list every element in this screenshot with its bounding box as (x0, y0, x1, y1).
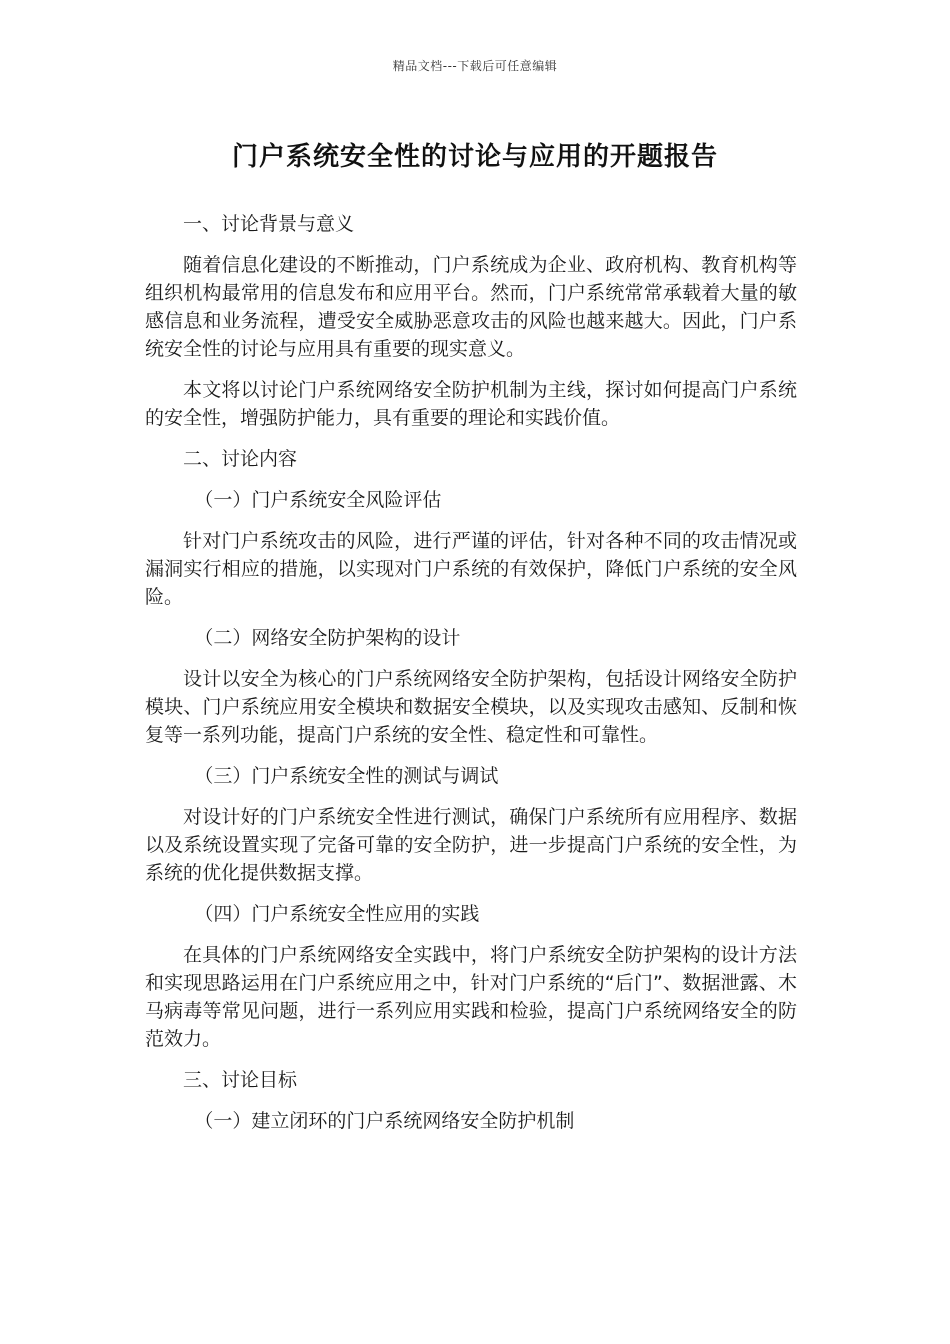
section-heading-goals: 三、讨论目标 (183, 1069, 298, 1091)
subsection-heading-risk-assessment: （一）门户系统安全风险评估 (194, 489, 442, 511)
subsection-heading-closed-loop: （一）建立闭环的门户系统网络安全防护机制 (194, 1110, 575, 1132)
subsection-heading-architecture: （二）网络安全防护架构的设计 (194, 627, 461, 649)
paragraph-architecture: 设计以安全为核心的门户系统网络安全防护架构，包括设计网络安全防护模块、门户系统应用安全模块和数据安全模块，以及实现攻击感知、反制和恢复等一系列功能，提高门户系统的安全性、稳定性和可靠性。 (145, 668, 797, 746)
section-heading-background: 一、讨论背景与意义 (183, 213, 355, 235)
section-heading-content: 二、讨论内容 (183, 448, 298, 470)
subsection-heading-practice: （四）门户系统安全性应用的实践 (194, 903, 480, 925)
paragraph-background-1: 随着信息化建设的不断推动，门户系统成为企业、政府机构、教育机构等组织机构最常用的信息发布和应用平台。然而，门户系统常常承载着大量的敏感信息和业务流程，遭受安全威胁恶意攻击的风险也越来越大。因此，门户系统安全性的讨论与应用具有重要的现实意义。 (145, 254, 797, 360)
paragraph-background-2: 本文将以讨论门户系统网络安全防护机制为主线，探讨如何提高门户系统的安全性，增强防护能力，具有重要的理论和实践价值。 (145, 379, 797, 429)
document-body (145, 210, 797, 1148)
paragraph-risk-assessment: 针对门户系统攻击的风险，进行严谨的评估，针对各种不同的攻击情况或漏洞实行相应的措施，以实现对门户系统的有效保护，降低门户系统的安全风险。 (145, 530, 797, 608)
paragraph-practice: 在具体的门户系统网络安全实践中，将门户系统安全防护架构的设计方法和实现思路运用在门户系统应用之中，针对门户系统的“后门”、数据泄露、木马病毒等常见问题，进行一系列应用实践和检验，提高门户系统网络安全的防范效力。 (145, 944, 797, 1050)
document-title: 门户系统安全性的讨论与应用的开题报告 (231, 142, 718, 172)
header-note: 精品文档---下载后可任意编辑 (392, 59, 558, 73)
subsection-heading-testing: （三）门户系统安全性的测试与调试 (194, 765, 499, 787)
paragraph-testing: 对设计好的门户系统安全性进行测试，确保门户系统所有应用程序、数据以及系统设置实现了完备可靠的安全防护，进一步提高门户系统的安全性，为系统的优化提供数据支撑。 (145, 806, 797, 884)
